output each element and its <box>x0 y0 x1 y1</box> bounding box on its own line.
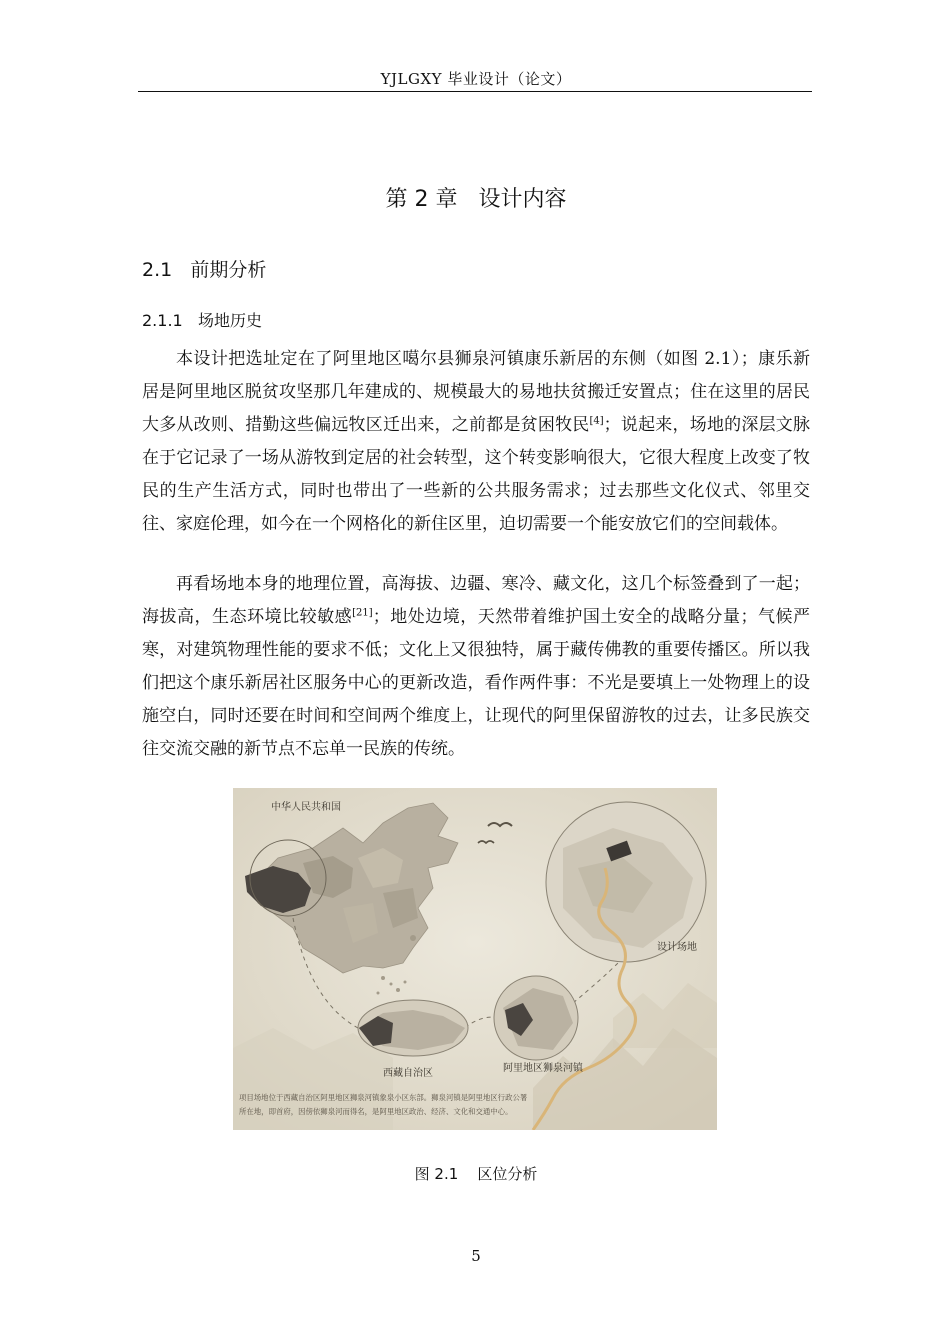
label-country: 中华人民共和国 <box>271 802 341 813</box>
subsection-title: 2.1.1 场地历史 <box>142 311 262 330</box>
running-header: YJLGXY 毕业设计（论文） <box>380 70 572 88</box>
citation-ref: [21] <box>352 607 373 619</box>
page-number: 5 <box>471 1247 481 1265</box>
label-ali-town: 阿里地区狮泉河镇 <box>503 1063 583 1074</box>
location-map-illustration <box>233 788 717 1130</box>
figure-note-line-2: 所在地，即首府，因傍依狮泉河而得名，是阿里地区政治、经济、文化和交通中心。 <box>239 1107 513 1116</box>
figure-caption: 图 2.1 区位分析 <box>414 1165 538 1183</box>
section-title: 2.1 前期分析 <box>142 259 267 281</box>
body-paragraph-1: 本设计把选址定在了阿里地区噶尔县狮泉河镇康乐新居的东侧（如图 2.1）；康乐新居是阿里地区脱贫攻坚那几年建成的、规模最大的易地扶贫搬迁安置点；住在这里的居民大多从改则、措勤这些偏远牧区迁出来，之前都是贫困牧民[4]；说起来，场地的深层文脉在于它记录了一场从游牧到定居的社会转型，这个转变影响很大，它很大程度上改变了牧民的生产生活方式，同时也带出了一些新的公共服务需求；过去那些文化仪式、邻里交往、家庭伦理，如今在一个网格化的新住区里，迫切需要一个能安放它们的空间载体。 <box>142 349 810 534</box>
header-rule <box>138 91 812 92</box>
label-design-site: 设计场地 <box>657 942 697 953</box>
chapter-title: 第 2 章 设计内容 <box>385 187 567 212</box>
figure-note-line-1: 项目场地位于西藏自治区阿里地区狮泉河镇象泉小区东部。狮泉河镇是阿里地区行政公署 <box>239 1093 528 1102</box>
label-tibet: 西藏自治区 <box>383 1068 433 1079</box>
citation-ref: [4] <box>589 415 604 427</box>
location-analysis-figure <box>233 788 717 1130</box>
body-paragraph-2: 再看场地本身的地理位置，高海拔、边疆、寒冷、藏文化，这几个标签叠到了一起；海拔高，生态环境比较敏感[21]；地处边境，天然带着维护国土安全的战略分量；气候严寒，对建筑物理性能的要求不低；文化上又很独特，属于藏传佛教的重要传播区。所以我们把这个康乐新居社区服务中心的更新改造，看作两件事：不光是要填上一处物理上的设施空白，同时还要在时间和空间两个维度上，让现代的阿里保留游牧的过去，让多民族交往交流交融的新节点不忘单一民族的传统。 <box>142 574 810 759</box>
